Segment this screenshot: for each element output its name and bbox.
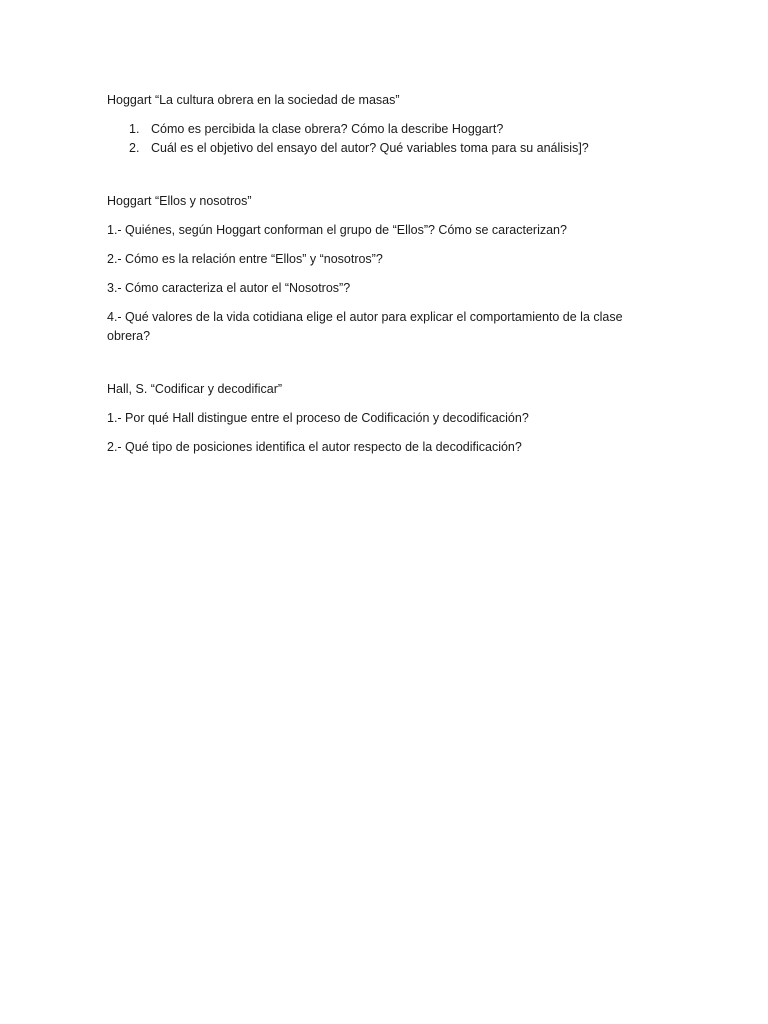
list-item-number: 2.: [129, 141, 140, 155]
list-item-text: Cuál es el objetivo del ensayo del autor? Qué variables toma para su análisis]?: [151, 141, 589, 155]
section-3-question-1: 1.- Por qué Hall distingue entre el proceso de Codificación y decodificación?: [107, 411, 529, 425]
list-item: [107, 139, 647, 158]
document-body: [107, 91, 647, 457]
section-2-question-2: 2.- Cómo es la relación entre “Ellos” y “nosotros”?: [107, 252, 383, 266]
section-2-question-1: 1.- Quiénes, según Hoggart conforman el grupo de “Ellos”? Cómo se caracterizan?: [107, 223, 567, 237]
section-1-title: Hoggart “La cultura obrera en la sociedad de masas”: [107, 93, 400, 107]
list-item-text: Cómo es percibida la clase obrera? Cómo la describe Hoggart?: [151, 122, 504, 136]
section-3-question-2: 2.- Qué tipo de posiciones identifica el autor respecto de la decodificación?: [107, 440, 522, 454]
list-item: [107, 120, 647, 139]
section-3-title: Hall, S. “Codificar y decodificar”: [107, 382, 283, 396]
section-1-list: [107, 120, 647, 158]
section-2-question-4: 4.- Qué valores de la vida cotidiana elige el autor para explicar el comportamiento de la clase obrera?: [107, 310, 623, 343]
section-2-question-3: 3.- Cómo caracteriza el autor el “Nosotros”?: [107, 281, 351, 295]
section-2-title: Hoggart “Ellos y nosotros”: [107, 194, 252, 208]
list-item-number: 1.: [129, 122, 140, 136]
